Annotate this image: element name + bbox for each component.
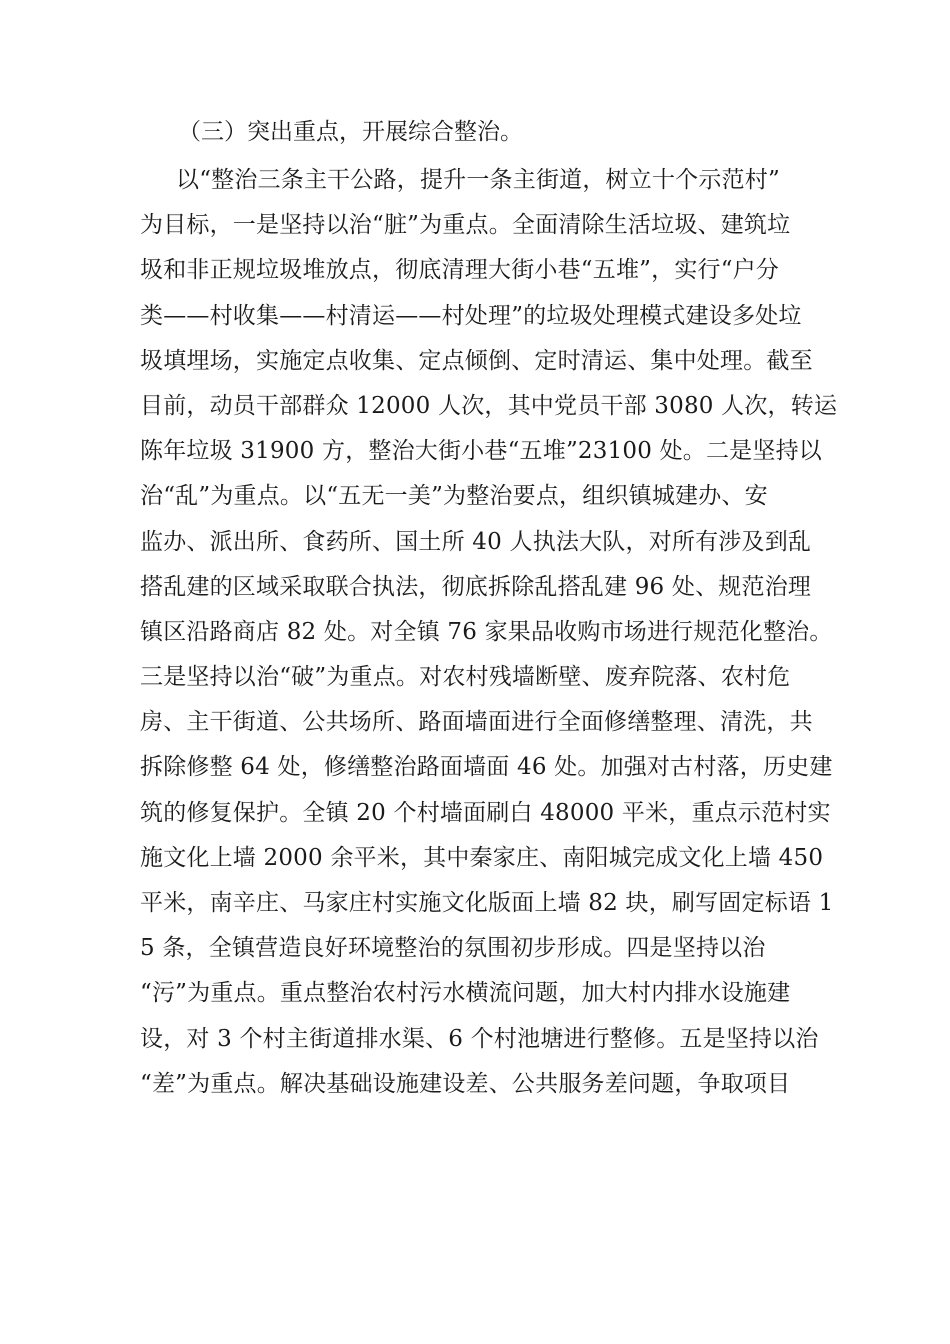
paragraph-line: 5 条，全镇营造良好环境整治的氛围初步形成。四是坚持以治 [140,935,766,962]
paragraph-line: 圾填埋场，实施定点收集、定点倾倒、定时清运、集中处理。截至 [140,347,813,374]
paragraph-line: “差”为重点。解决基础设施建设差、公共服务差问题，争取项目 [140,1070,791,1097]
paragraph-line: 三是坚持以治“破”为重点。对农村残墙断壁、废弃院落、农村危 [140,664,791,691]
paragraph-line: 陈年垃圾 31900 方，整治大街小巷“五堆”23100 处。二是坚持以 [140,438,822,465]
paragraph-line: 治“乱”为重点。以“五无一美”为整治要点，组织镇城建办、安 [140,483,768,510]
paragraph-line: 类——村收集——村清运——村处理”的垃圾处理模式建设多处垃 [140,302,802,329]
paragraph-line: 目前，动员干部群众 12000 人次，其中党员干部 3080 人次，转运 [140,392,838,419]
section-heading: （三）突出重点，开展综合整治。 [178,119,523,145]
paragraph-line: 平米，南辛庄、马家庄村实施文化版面上墙 82 块，刷写固定标语 1 [140,890,834,916]
paragraph-line: “污”为重点。重点整治农村污水横流问题，加大村内排水设施建 [140,980,791,1007]
paragraph-line: 房、主干街道、公共场所、路面墙面进行全面修缮整理、清洗，共 [140,709,813,736]
paragraph-line: 为目标，一是坚持以治“脏”为重点。全面清除生活垃圾、建筑垃 [140,212,791,239]
paragraph-line: 圾和非正规垃圾堆放点，彻底清理大街小巷“五堆”，实行“户分 [140,257,780,284]
paragraph-line: 搭乱建的区域采取联合执法，彻底拆除乱搭乱建 96 处、规范治理 [140,573,812,600]
paragraph-line: 镇区沿路商店 82 处。对全镇 76 家果品收购市场进行规范化整治。 [140,618,833,645]
paragraph-line: 筑的修复保护。全镇 20 个村墙面刷白 48000 平米，重点示范村实 [140,799,831,826]
paragraph-line: 设，对 3 个村主街道排水渠、6 个村池塘进行整修。五是坚持以治 [140,1025,819,1052]
paragraph-line: 监办、派出所、食药所、国土所 40 人执法大队，对所有涉及到乱 [140,528,812,555]
paragraph-line: 以“整治三条主干公路，提升一条主街道，树立十个示范村” [176,167,780,193]
paragraph-line: 拆除修整 64 处，修缮整治路面墙面 46 处。加强对古村落，历史建 [140,754,833,781]
body-paragraph [140,164,838,1113]
paragraph-line: 施文化上墙 2000 余平米，其中秦家庄、南阳城完成文化上墙 450 [140,844,824,871]
